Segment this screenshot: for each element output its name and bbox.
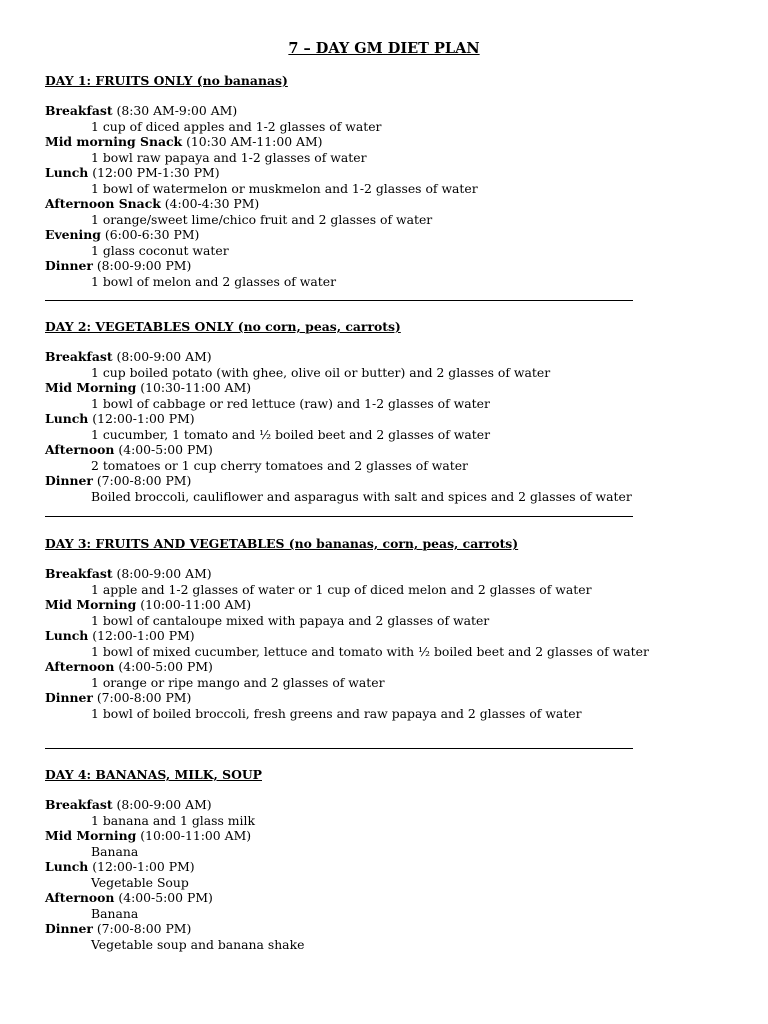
meal-time: (8:00-9:00 AM): [116, 566, 212, 581]
meal-name: Lunch: [45, 411, 89, 426]
meal-breakfast: [45, 349, 745, 380]
meal-description: 1 orange or ripe mango and 2 glasses of water: [91, 674, 385, 690]
meal-time: (4:00-5:00 PM): [118, 442, 213, 457]
section-divider: [45, 516, 633, 517]
meal-lunch: [45, 411, 745, 442]
meal-description: 1 apple and 1-2 glasses of water or 1 cup of diced melon and 2 glasses of water: [91, 581, 592, 597]
section-divider: [45, 300, 633, 301]
meal-time: (10:30 AM-11:00 AM): [186, 134, 323, 149]
meal-name: Lunch: [45, 165, 89, 180]
meal-time: (12:00-1:00 PM): [92, 628, 195, 643]
day-2-section: [45, 318, 745, 504]
meal-description: 1 cup of diced apples and 1-2 glasses of water: [91, 118, 382, 134]
meal-description: 1 bowl of mixed cucumber, lettuce and tomato with ½ boiled beet and 2 glasses of water: [91, 643, 649, 659]
meal-dinner: [45, 921, 745, 952]
meal-time: (7:00-8:00 PM): [96, 690, 192, 705]
meal-name: Dinner: [45, 921, 93, 936]
day-title: DAY 2: VEGETABLES ONLY (no corn, peas, carrots): [45, 319, 401, 334]
meal-name: Breakfast: [45, 349, 113, 364]
meal-time: (12:00 PM-1:30 PM): [92, 165, 220, 180]
day-4-section: [45, 766, 745, 952]
day-1-section: [45, 72, 745, 289]
meal-dinner: [45, 258, 745, 289]
meal-name: Mid Morning: [45, 380, 137, 395]
meal-mid-morning: [45, 828, 745, 859]
day-title: DAY 4: BANANAS, MILK, SOUP: [45, 767, 262, 782]
section-divider: [45, 748, 633, 749]
meal-description: 1 cup boiled potato (with ghee, olive oil or butter) and 2 glasses of water: [91, 364, 551, 380]
meal-name: Mid Morning: [45, 828, 137, 843]
meal-evening: [45, 227, 745, 258]
meal-description: Boiled broccoli, cauliflower and asparagus with salt and spices and 2 glasses of water: [91, 488, 632, 504]
meal-name: Lunch: [45, 859, 89, 874]
day-3-section: [45, 535, 745, 721]
meal-name: Breakfast: [45, 797, 113, 812]
meal-time: (6:00-6:30 PM): [104, 227, 200, 242]
meal-description: Banana: [91, 905, 139, 921]
day-title: DAY 3: FRUITS AND VEGETABLES (no bananas, corn, peas, carrots): [45, 536, 519, 551]
meal-description: 1 glass coconut water: [91, 242, 229, 258]
meal-dinner: [45, 690, 745, 721]
meal-description: 1 bowl of cabbage or red lettuce (raw) and 1-2 glasses of water: [91, 395, 490, 411]
meal-time: (10:30-11:00 AM): [140, 380, 252, 395]
meal-time: (8:00-9:00 AM): [116, 349, 212, 364]
page-title: 7 – DAY GM DIET PLAN: [288, 40, 480, 57]
meal-time: (8:00-9:00 PM): [96, 258, 192, 273]
meal-breakfast: [45, 103, 745, 134]
meal-time: (12:00-1:00 PM): [92, 859, 195, 874]
meal-time: (4:00-5:00 PM): [118, 890, 213, 905]
meal-name: Lunch: [45, 628, 89, 643]
meal-description: 1 bowl of boiled broccoli, fresh greens and raw papaya and 2 glasses of water: [91, 705, 582, 721]
meal-description: Banana: [91, 843, 139, 859]
meal-name: Afternoon: [45, 442, 115, 457]
meal-time: (4:00-5:00 PM): [118, 659, 213, 674]
meal-mid-morning: [45, 597, 745, 628]
meal-description: Vegetable soup and banana shake: [91, 936, 305, 952]
meal-lunch: [45, 859, 745, 890]
meal-time: (10:00-11:00 AM): [140, 828, 252, 843]
meal-description: Vegetable Soup: [91, 874, 189, 890]
meal-description: 1 bowl of cantaloupe mixed with papaya and 2 glasses of water: [91, 612, 490, 628]
meal-breakfast: [45, 566, 745, 597]
meal-description: 1 bowl of watermelon or muskmelon and 1-2 glasses of water: [91, 180, 478, 196]
meal-afternoon: [45, 659, 745, 690]
meal-name: Afternoon: [45, 659, 115, 674]
meal-mid-morning-snack: [45, 134, 745, 165]
day-title: DAY 1: FRUITS ONLY (no bananas): [45, 73, 288, 88]
meal-description: 2 tomatoes or 1 cup cherry tomatoes and 2 glasses of water: [91, 457, 468, 473]
meal-name: Breakfast: [45, 103, 113, 118]
meal-name: Dinner: [45, 690, 93, 705]
meal-name: Afternoon: [45, 890, 115, 905]
meal-lunch: [45, 165, 745, 196]
meal-time: (4:00-4:30 PM): [164, 196, 260, 211]
meal-name: Evening: [45, 227, 101, 242]
meal-name: Dinner: [45, 473, 93, 488]
meal-name: Mid morning Snack: [45, 134, 183, 149]
meal-name: Dinner: [45, 258, 93, 273]
meal-name: Breakfast: [45, 566, 113, 581]
meal-time: (12:00-1:00 PM): [92, 411, 195, 426]
meal-description: 1 bowl raw papaya and 1-2 glasses of water: [91, 149, 367, 165]
meal-name: Afternoon Snack: [45, 196, 161, 211]
meal-breakfast: [45, 797, 745, 828]
meal-description: 1 cucumber, 1 tomato and ½ boiled beet and 2 glasses of water: [91, 426, 491, 442]
meal-time: (7:00-8:00 PM): [96, 473, 192, 488]
meal-afternoon: [45, 442, 745, 473]
meal-description: 1 banana and 1 glass milk: [91, 812, 255, 828]
meal-name: Mid Morning: [45, 597, 137, 612]
meal-time: (10:00-11:00 AM): [140, 597, 252, 612]
meal-mid-morning: [45, 380, 745, 411]
meal-time: (8:30 AM-9:00 AM): [116, 103, 238, 118]
meal-dinner: [45, 473, 745, 504]
meal-time: (8:00-9:00 AM): [116, 797, 212, 812]
meal-afternoon-snack: [45, 196, 745, 227]
meal-time: (7:00-8:00 PM): [96, 921, 192, 936]
meal-description: 1 bowl of melon and 2 glasses of water: [91, 273, 337, 289]
meal-afternoon: [45, 890, 745, 921]
meal-description: 1 orange/sweet lime/chico fruit and 2 glasses of water: [91, 211, 433, 227]
meal-lunch: [45, 628, 745, 659]
